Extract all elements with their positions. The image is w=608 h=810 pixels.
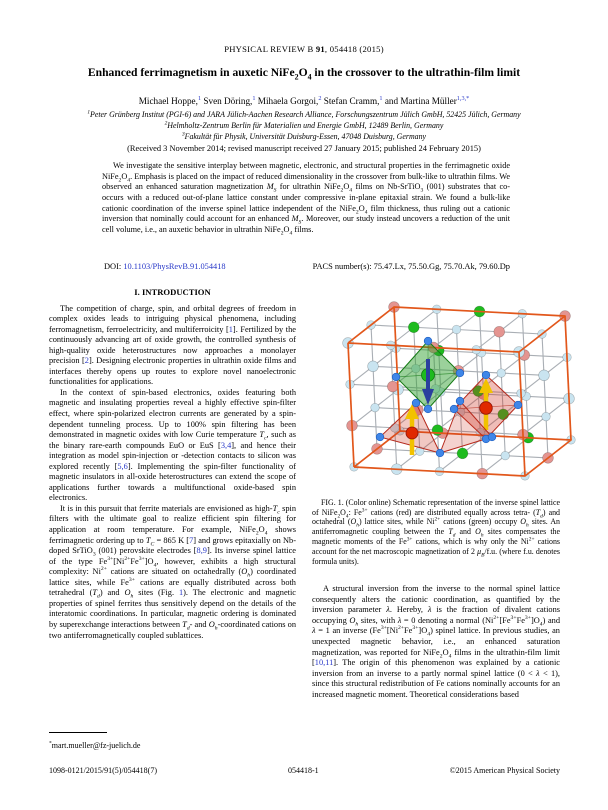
figure-1-caption: FIG. 1. (Color online) Schematic representation of the inverse spinel lattice of $NiFe_2O_4$: $Fe^{3+}$ cations (red) are distributed equally across tetra- $(T_d)$ and octahedral $(O_h)$ lattice sites, while $Ni^{2+}$ cations (green) occupy $O_h$ sites. An antiferromagnetic coupling between the $T_d$ and $O_h$ sites compensates the magnetic moments of the $Fe^{3+}$ cations, which is why only the $Ni^{2+}$ cations account for the net macroscopic magnetization of 2 $\mu_B/f.u$. (where f.u. denotes formula units). <box>312 497 561 567</box>
affiliation-2: $^2$Helmholtz-Zentrum Berlin für Materialien und Energie GmbH, 12489 Berlin, Germany <box>164 120 444 130</box>
page-footer <box>49 766 560 775</box>
footer-issn-code: 1098-0121/2015/91(5)/054418(7) <box>49 766 157 775</box>
footnote-email: *mart.mueller@fz-juelich.de <box>49 740 141 750</box>
footer-copyright: ©2015 American Physical Society <box>449 766 560 775</box>
journal-header: PHYSICAL REVIEW B 91, 054418 (2015) <box>224 44 384 54</box>
intro-paragraph-3: It is in this pursuit that ferrite materials are envisioned as high-$T_c$ spin filters with the ultimate goal to realize efficient spin filtering for application at room temperature. For example, $NiFe_2O_4$ shows ferrimagnetic ordering up to $T_C = 865$ K [7] and grows epitaxially on Nb-doped SrTiO$_3$ (001) perovskite electrodes [8,9]. Its inverse spinel lattice of the type $Fe^{3+}[Ni^{2+}Fe^{3+}]O_4$, however, exhibits a high structural complexity: $Ni^{2+}$ cations are situated on octahedrally $(O_h)$ coordinated lattice sites, while $Fe^{3+}$ cations are equally distributed across both tetrahedral $(T_d)$ and $O_h$ sites (Fig. 1). The electronic and magnetic properties of spinel ferrites thus sensitively depend on the details of the interatomic coordinations. In particular, magnetic ordering is dominated by superexchange interactions between $T_d-$ and $O_h$-coordinated cations on two antiferromagnetically coupled sublattices. <box>49 503 297 640</box>
affiliation-1: $^1$Peter Grünberg Institut (PGI-6) and JARA Jülich-Aachen Research Alliance, Forschungszentrum Jülich GmbH, 52425 Jülich, Germany <box>87 109 521 119</box>
pacs-numbers: PACS number(s): 75.47.Lx, 75.50.Gg, 75.70.Ak, 79.60.Dp <box>312 262 510 271</box>
doi-link[interactable]: 10.1103/PhysRevB.91.054418 <box>123 262 226 271</box>
doi-label: DOI: <box>104 262 122 271</box>
footnote-rule <box>49 732 107 733</box>
doi <box>104 262 226 271</box>
received-line: (Received 3 November 2014; revised manuscript received 27 January 2015; published 24 February 2015) <box>127 144 481 153</box>
right-column <box>312 287 560 700</box>
right-column-paragraph: A structural inversion from the inverse to the normal spinel lattice consequently alters the cationic coordination, as quantified by the inversion parameter λ. Hereby, λ is the fraction of divalent cations occupying $O_h$ sites, with λ = 0 denoting a normal $(Ni^{2+}[Fe^{3+}Fe^{3+}]O_4)$ and λ = 1 an inverse $(Fe^{3+}[Ni^{2+}Fe^{3+}]O_4)$ spinel lattice. In previous studies, an unexpected magnetic behavior, i.e., an enhanced saturation magnetization, was reported for $NiFe_2O_4$ films in the ultrathin-film limit [10,11]. The origin of this phenomenon was explained by a cationic inversion from an inverse to a partly normal spinel lattice (0 < λ < 1), since this structural redistribution of Fe cations nominally accounts for an increased magnetic moment. Theoretical considerations based <box>312 584 561 699</box>
affiliation-3: $^3$Fakultät für Physik, Universität Duisburg-Essen, 47048 Duisburg, Germany <box>181 131 427 141</box>
left-column <box>49 287 296 641</box>
intro-paragraph-2: In the context of spin-based electronics, oxides featuring both magnetic and insulating properties reveal a highly effective spin-filter effect, where spin-polarized electron currents are generated by a spin-dependent tunneling process. Up to 100% spin filtering has been demonstrated in magnetic oxides with low Curie temperature $T_c$, such as the binary rare-earth compounds EuO or EuS [3,4], and hence their integration as model spin-injection or -detection contacts to silicon was explored recently [5,6]. Implementing the spin-filter functionality of magnetic insulators in all-oxide heterostructures can extend the scope of applications further towards a multifunctional oxide-based spin electronics. <box>49 387 296 503</box>
figure-1-crystal-structure-image <box>328 287 580 485</box>
abstract: We investigate the sensitive interplay between magnetic, electronic, and structural properties in the ferrimagnetic oxide $NiFe_2O_4$. Emphasis is placed on the impact of reduced dimensionality in the crossover from bulk-like to ultrathin films. We observed an enhanced saturation magnetization $M_S$ for ultrathin $NiFe_2O_4$ films on Nb-SrTiO$_3$ (001) substrates that co-occurs with a reduced out-of-plane lattice constant under compressive in-plane epitaxial strain. We found a bulk-like cationic coordination of the inverse spinel lattice independent of the $NiFe_2O_4$ film thickness, thus ruling out a cationic inversion that nominally could account for an enhanced $M_S$. Moreover, our study instead uncovers a reduction of the unit cell volume, i.e., an auxetic behavior in ultrathin $NiFe_2O_4$ films. <box>102 161 510 237</box>
author-line: Michael Hoppe,$^1$ Sven Döring,$^1$ Mihaela Gorgoi,$^2$ Stefan Cramm,$^1$ and Martina Müller$^{1,3,*}$ <box>138 94 470 106</box>
intro-paragraph-1: The competition of charge, spin, and orbital degrees of freedom in complex oxides leads to intriguing physical phenomena, including ferromagnetism, ferroelectricity, and multiferroicity [1]. Fertilized by the continuously advancing art of oxide growth, the controlled synthesis of high-quality oxide heterostructures now approaches a monolayer precision [2]. Designing electronic properties in ultrathin oxide films and interfaces thereby opens up routes to explore novel nanoelectronic functionalities for applications. <box>49 303 296 387</box>
section-heading-introduction: I. INTRODUCTION <box>134 287 211 297</box>
footer-page-number: 054418-1 <box>288 766 319 775</box>
paper-title: Enhanced ferrimagnetism in auxetic $NiFe_2O_4$ in the crossover to the ultrathin-film limit <box>87 66 521 82</box>
doi-pacs-line <box>104 262 510 271</box>
